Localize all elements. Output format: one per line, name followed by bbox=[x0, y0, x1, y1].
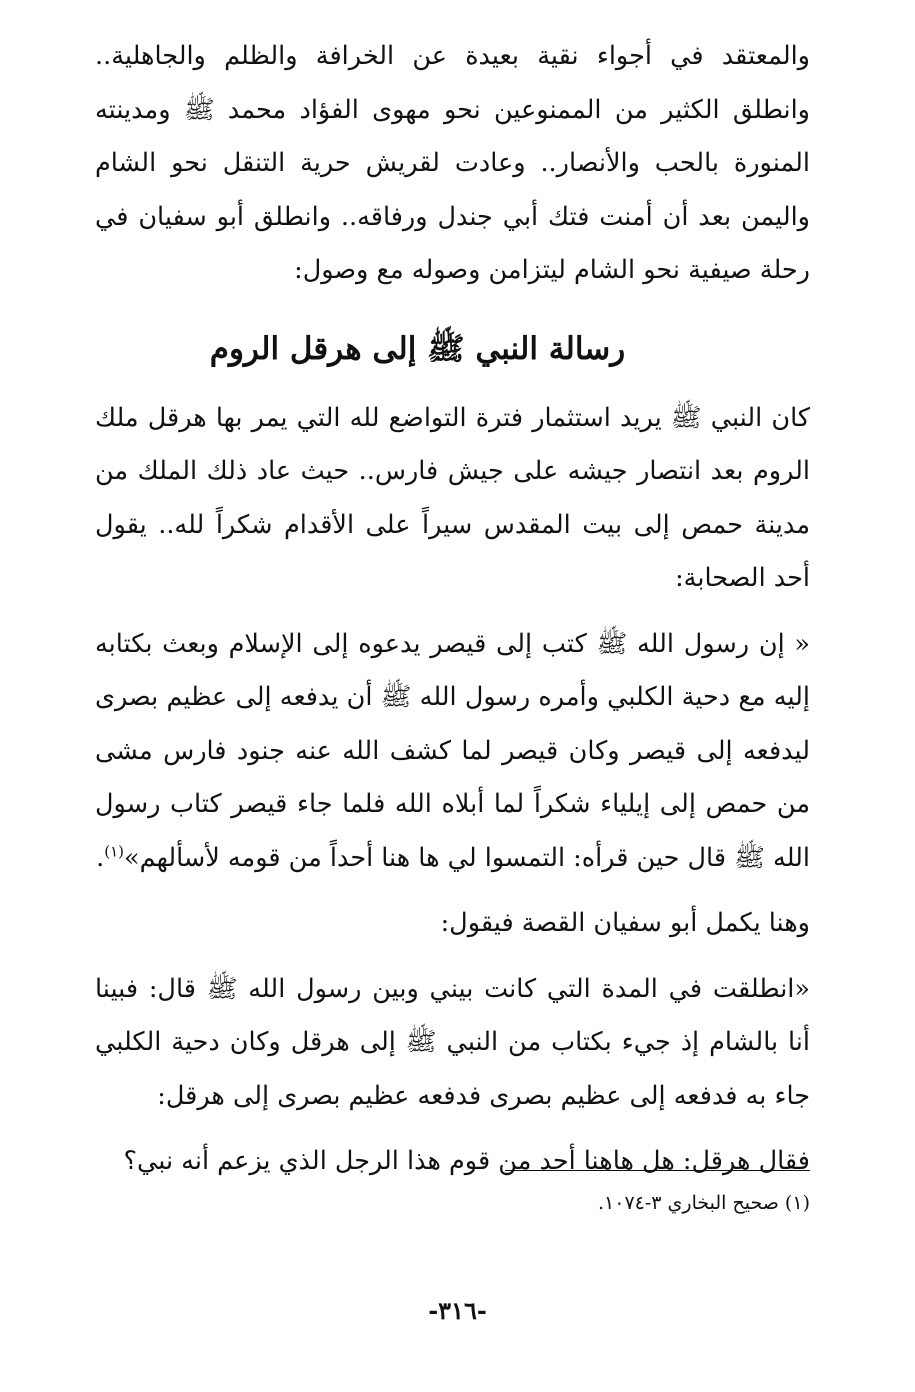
paragraph-2: وهنا يكمل أبو سفيان القصة فيقول: bbox=[440, 908, 810, 938]
section-heading: رسالة النبي ﷺ إلى هرقل الروم bbox=[209, 330, 626, 367]
quote-1-text: « إن رسول الله ﷺ كتب إلى قيصر يدعوه إلى الإسلام وبعث بكتابه إليه مع دحية الكلبي وأمره رسول الله ﷺ أن يدفعه إلى عظيم بصرى ليدفعه إلى قيصر وكان قيصر لما كشف الله عنه جنود فارس مشى من حمص إلى إيلياء شكراً لما أبلاه الله فلما جاء قيصر كتاب رسول الله ﷺ قال حين قرأه: التمسوا لي ها هنا أحداً من قومه لأسألهم» bbox=[95, 628, 810, 873]
page-body bbox=[95, 30, 810, 1189]
page-number: -٣١٦- bbox=[428, 1296, 487, 1325]
paragraph-1: كان النبي ﷺ يريد استثمار فترة التواضع لله التي يمر بها هرقل ملك الروم بعد انتصار جيشه على جيش فارس.. حيث عاد ذلك الملك من مدينة حمص إلى بيت المقدس سيراً على الأقدام شكراً لله.. يقول أحد الصحابة: bbox=[95, 402, 810, 593]
footnote-divider bbox=[505, 1170, 810, 1171]
footnote-ref: (١) bbox=[104, 842, 124, 860]
paragraph-3: فقال هرقل: هل هاهنا أحد من قوم هذا الرجل الذي يزعم أنه نبي؟ bbox=[123, 1146, 810, 1176]
intro-paragraph: والمعتقد في أجواء نقية بعيدة عن الخرافة والظلم والجاهلية.. وانطلق الكثير من الممنوعين نحو مهوى الفؤاد محمد ﷺ ومدينته المنورة بالحب والأنصار.. وعادت لقريش حرية التنقل نحو الشام واليمن بعد أن أمنت فتك أبي جندل ورفاقه.. وانطلق أبو سفيان في رحلة صيفية نحو الشام ليتزامن وصوله مع وصول: bbox=[95, 41, 810, 285]
footnote: (١) صحيح البخاري ٣-١٠٧٤. bbox=[598, 1192, 810, 1214]
quote-1: « إن رسول الله ﷺ كتب إلى قيصر يدعوه إلى الإسلام وبعث بكتابه إليه مع دحية الكلبي وأمره رسول الله ﷺ أن يدفعه إلى عظيم بصرى ليدفعه إلى قيصر وكان قيصر لما كشف الله عنه جنود فارس مشى من حمص إلى إيلياء شكراً لما أبلاه الله فلما جاء قيصر كتاب رسول الله ﷺ قال حين قرأه: التمسوا لي ها هنا أحداً من قومه لأسألهم»$^{(١)}$. bbox=[95, 628, 810, 873]
quote-2: «انطلقت في المدة التي كانت بيني وبين رسول الله ﷺ قال: فبينا أنا بالشام إذ جيء بكتاب من النبي ﷺ إلى هرقل وكان دحية الكلبي جاء به فدفعه إلى عظيم بصرى فدفعه عظيم بصرى إلى هرقل: bbox=[95, 973, 810, 1111]
